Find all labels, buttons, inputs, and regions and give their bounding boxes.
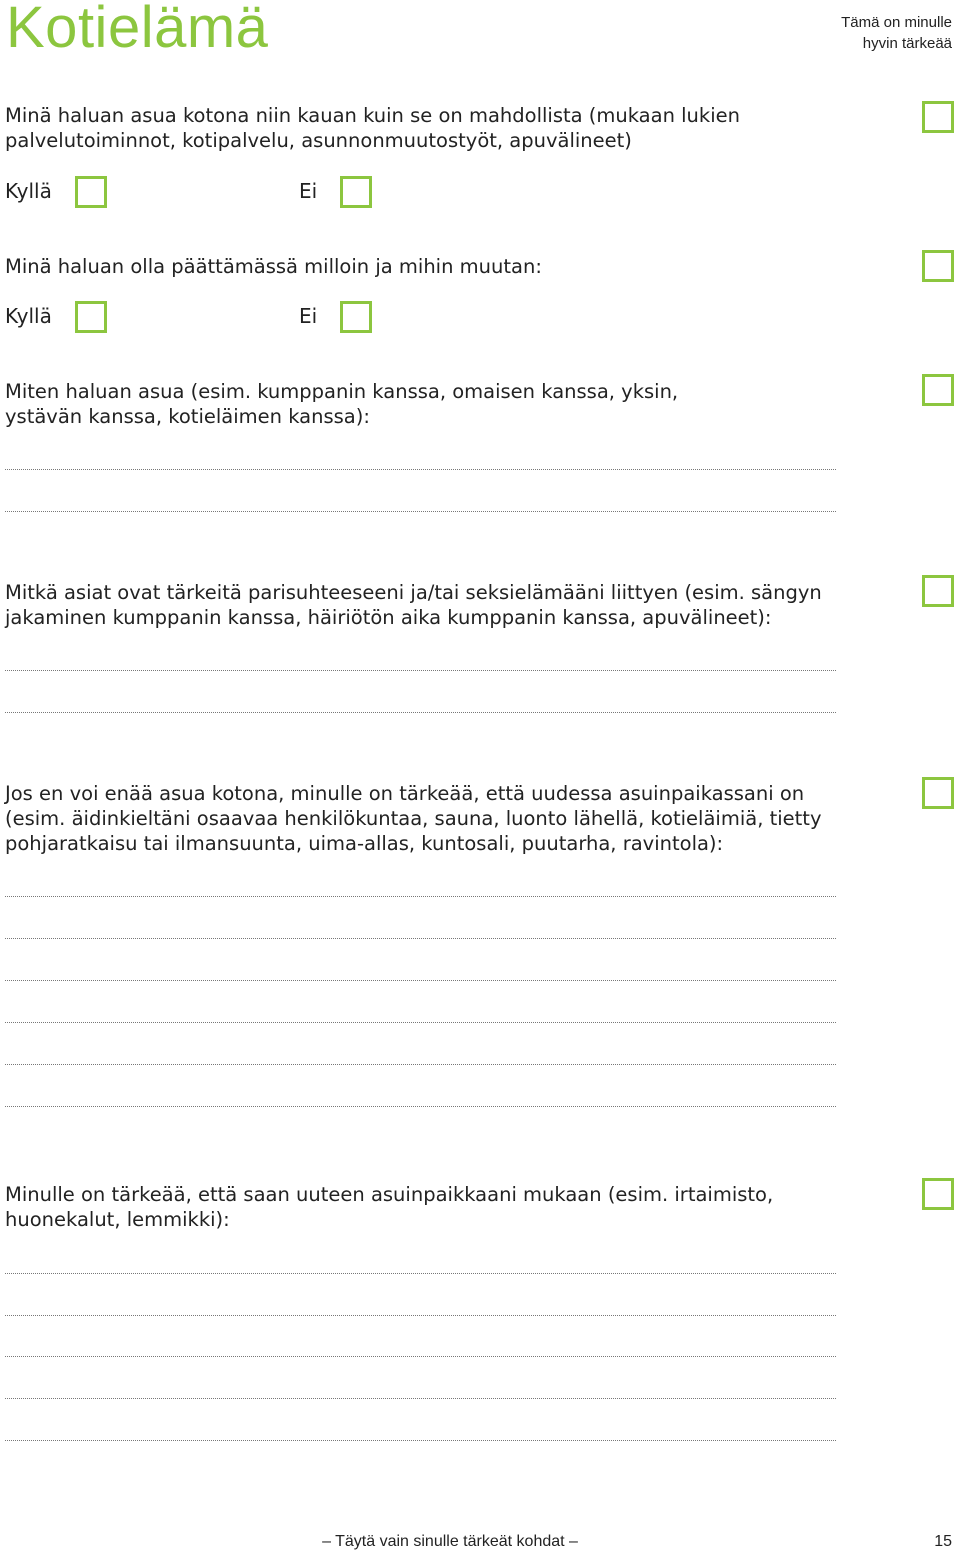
question-6-answer-line-5[interactable] [5,1440,836,1441]
question-1-line2: palvelutoiminnot, kotipalvelu, asunnonmuutostyöt, apuvälineet) [5,129,632,152]
question-1-no-label: Ei [299,179,318,203]
question-5-answer-line-3[interactable] [5,980,836,981]
question-5-answer-line-6[interactable] [5,1106,836,1107]
question-2-important-checkbox[interactable] [922,250,954,282]
question-5-answer-line-4[interactable] [5,1022,836,1023]
question-4-text [5,580,865,630]
question-5-text [5,781,865,856]
question-5-line1: Jos en voi enää asua kotona, minulle on tärkeää, että uudessa asuinpaikassani on [5,782,805,805]
question-3-text [5,379,865,429]
question-5-line3: pohjaratkaisu tai ilmansuunta, uima-allas, kuntosali, puutarha, ravintola): [5,832,724,855]
question-3-answer-line-2[interactable] [5,511,836,512]
question-6-answer-line-3[interactable] [5,1356,836,1357]
question-3-important-checkbox[interactable] [922,374,954,406]
question-1-yes-label: Kyllä [5,179,52,203]
importance-column-header [841,12,952,54]
question-4-important-checkbox[interactable] [922,575,954,607]
question-5-answer-line-1[interactable] [5,896,836,897]
question-4-line1: Mitkä asiat ovat tärkeitä parisuhteeseeni ja/tai seksielämääni liittyen (esim. sängyn [5,581,822,604]
question-6-answer-line-1[interactable] [5,1273,836,1274]
question-5-line2: (esim. äidinkieltäni osaavaa henkilökuntaa, sauna, luonto lähellä, kotieläimiä, tietty [5,807,822,830]
question-6-text [5,1182,865,1232]
question-2-yes-label: Kyllä [5,304,52,328]
question-4-line2: jakaminen kumppanin kanssa, häiriötön aika kumppanin kanssa, apuvälineet): [5,606,772,629]
question-5-answer-line-2[interactable] [5,938,836,939]
question-3-line2: ystävän kanssa, kotieläimen kanssa): [5,405,370,428]
question-1-no-checkbox[interactable] [340,176,372,208]
question-2-line1: Minä haluan olla päättämässä milloin ja mihin muutan: [5,255,542,278]
question-3-line1: Miten haluan asua (esim. kumppanin kanssa, omaisen kanssa, yksin, [5,380,679,403]
question-1-yes-checkbox[interactable] [75,176,107,208]
question-6-answer-line-4[interactable] [5,1398,836,1399]
question-1-line1: Minä haluan asua kotona niin kauan kuin se on mahdollista (mukaan lukien [5,104,740,127]
question-6-answer-line-2[interactable] [5,1315,836,1316]
question-5-important-checkbox[interactable] [922,777,954,809]
importance-header-line1: Tämä on minulle [841,14,952,31]
question-2-text [5,254,865,279]
question-6-line1: Minulle on tärkeää, että saan uuteen asuinpaikkaani mukaan (esim. irtaimisto, [5,1183,774,1206]
question-4-answer-line-1[interactable] [5,670,836,671]
page-number: 15 [934,1533,952,1550]
question-1-important-checkbox[interactable] [922,101,954,133]
question-2-no-checkbox[interactable] [340,301,372,333]
footer-instruction: – Täytä vain sinulle tärkeät kohdat – [322,1533,578,1550]
question-6-important-checkbox[interactable] [922,1178,954,1210]
question-2-yes-checkbox[interactable] [75,301,107,333]
importance-header-line2: hyvin tärkeää [862,35,952,52]
question-5-answer-line-5[interactable] [5,1064,836,1065]
question-2-no-label: Ei [299,304,318,328]
question-4-answer-line-2[interactable] [5,712,836,713]
question-1-text [5,103,865,153]
question-3-answer-line-1[interactable] [5,469,836,470]
question-6-line2: huonekalut, lemmikki): [5,1208,230,1231]
page-title: Kotielämä [6,0,269,60]
